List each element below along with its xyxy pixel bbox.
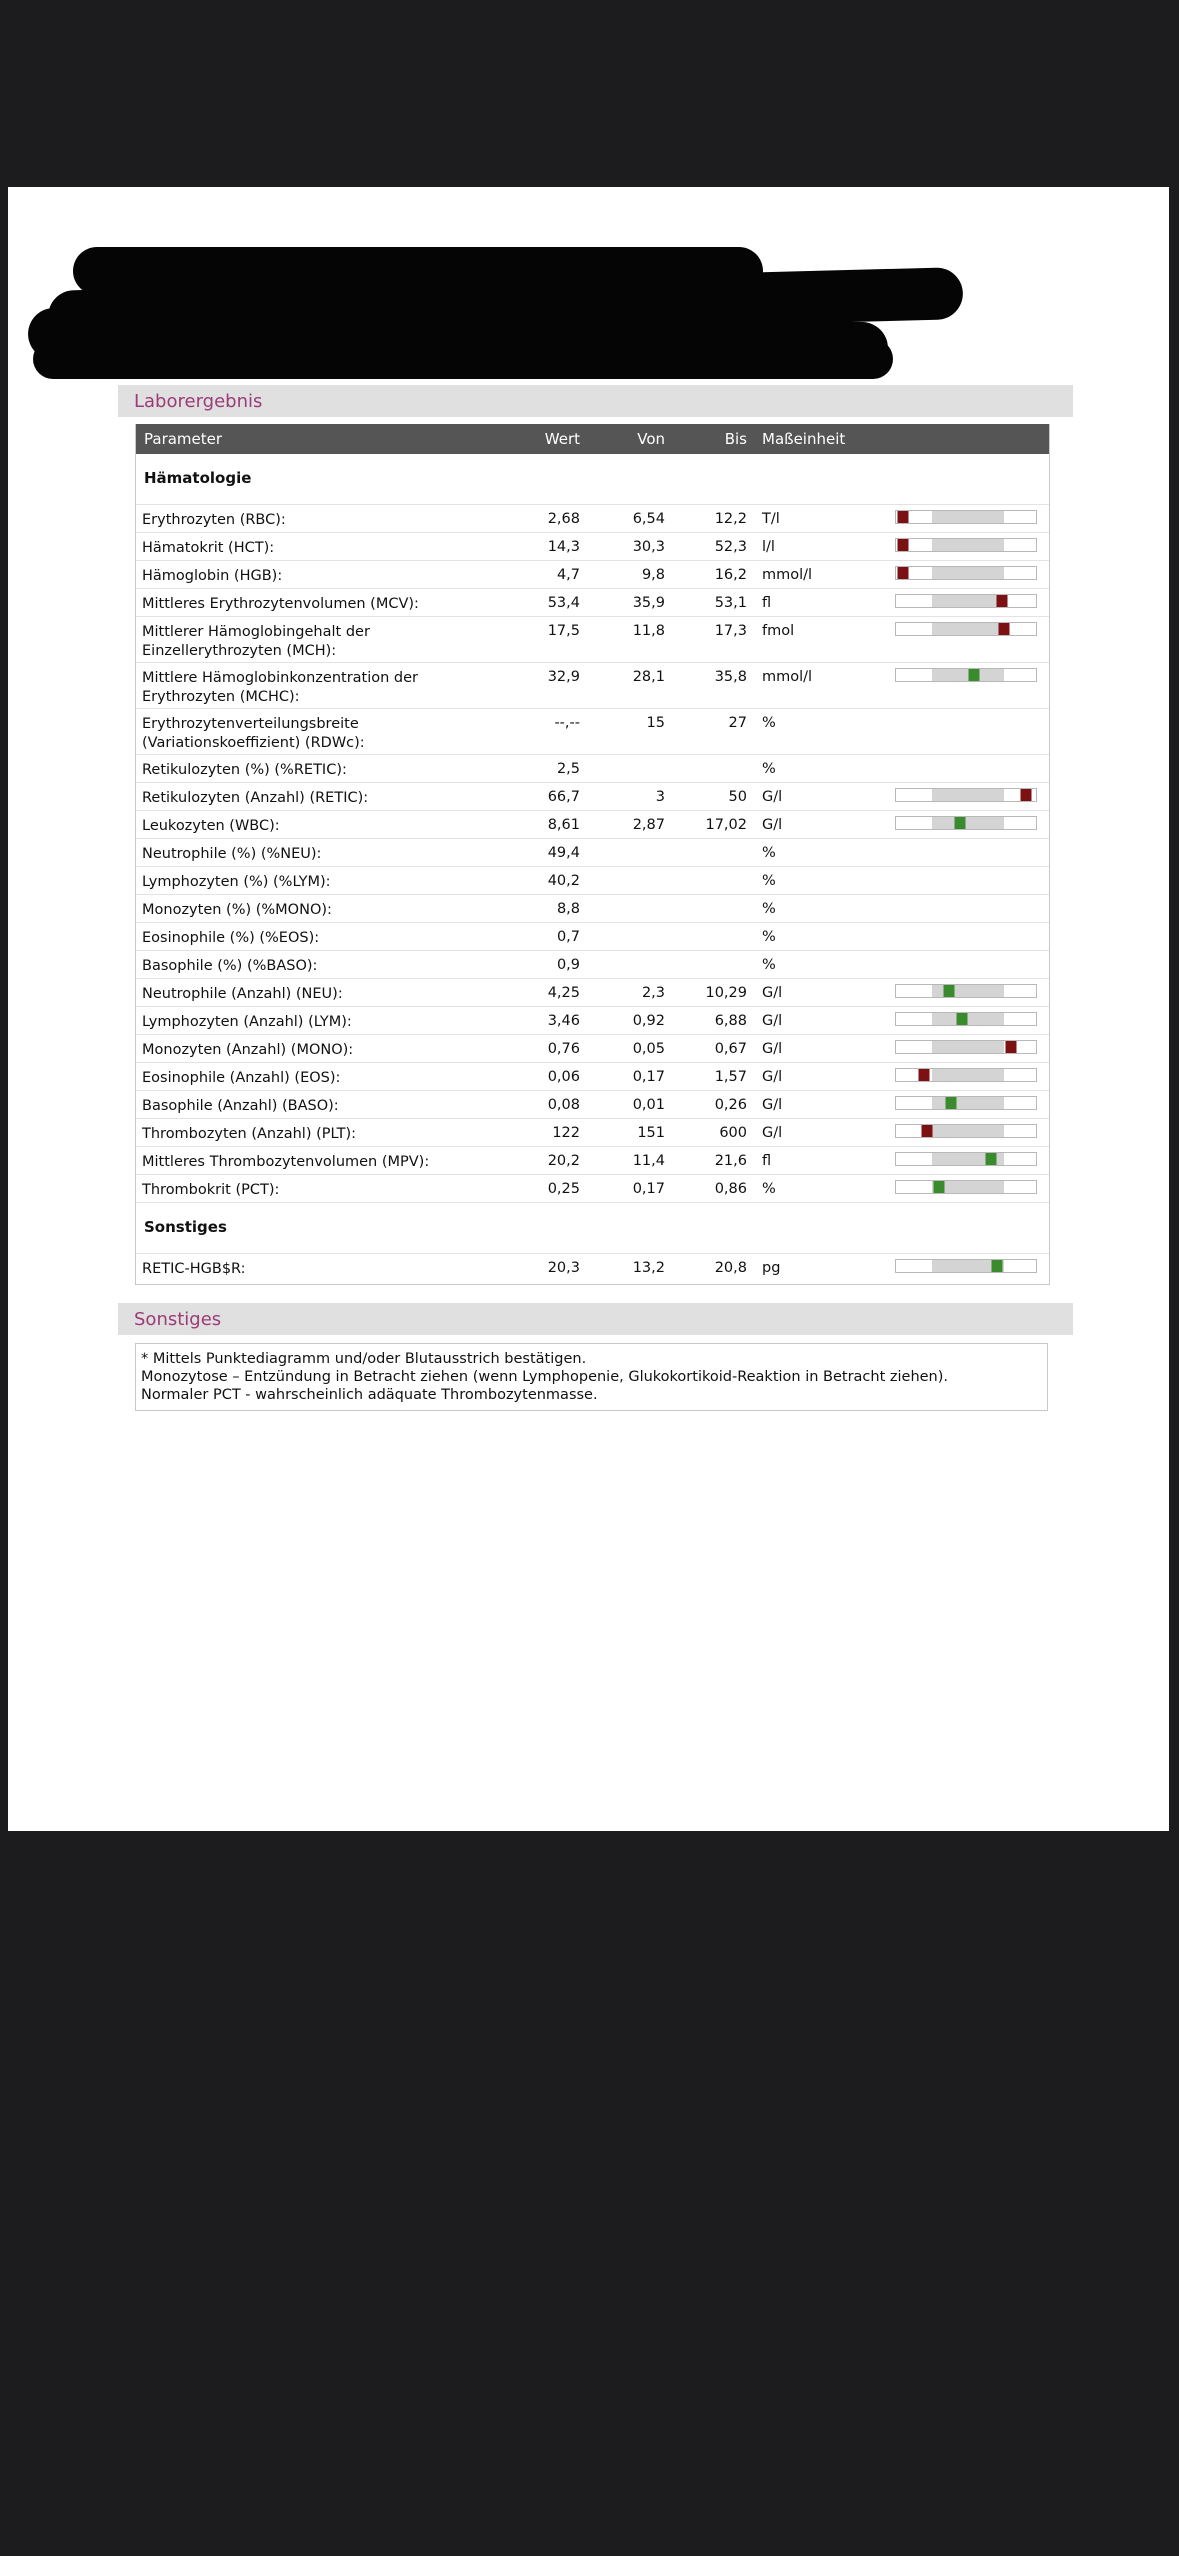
note-line: * Mittels Punktediagramm und/oder Blutausstrich bestätigen. xyxy=(141,1351,587,1367)
from-cell: 6,54 xyxy=(632,511,665,527)
column-header-to: Bis xyxy=(724,430,747,448)
from-cell: 2,87 xyxy=(632,817,665,833)
value-cell: 20,3 xyxy=(547,1260,580,1276)
table-row xyxy=(136,1253,1049,1281)
value-marker xyxy=(921,1125,932,1137)
table-row xyxy=(136,1034,1049,1062)
haematology-rows xyxy=(136,504,1049,1202)
unit-cell: % xyxy=(762,845,776,861)
value-cell: 17,5 xyxy=(547,623,580,639)
unit-cell: G/l xyxy=(762,1013,783,1029)
table-row xyxy=(136,560,1049,588)
unit-cell: G/l xyxy=(762,1069,783,1085)
unit-cell: G/l xyxy=(762,1125,783,1141)
table-row xyxy=(136,662,1049,708)
group-title: Hämatologie xyxy=(144,469,252,487)
table-row xyxy=(136,1062,1049,1090)
to-cell: 20,8 xyxy=(714,1260,747,1276)
note-line: Monozytose – Entzündung in Betracht ziehen (wenn Lymphopenie, Glukokortikoid-Reaktion in Betracht ziehen). xyxy=(141,1369,949,1385)
unit-cell: fl xyxy=(762,595,772,611)
unit-cell: fmol xyxy=(762,623,795,639)
value-marker xyxy=(898,567,909,579)
other-rows xyxy=(136,1253,1049,1281)
to-cell: 12,2 xyxy=(714,511,747,527)
value-cell: 49,4 xyxy=(547,845,580,861)
reference-range-band xyxy=(932,511,1004,523)
range-indicator xyxy=(895,1096,1037,1110)
value-marker xyxy=(944,985,955,997)
parameter-cell: Thrombokrit (PCT): xyxy=(142,1182,280,1198)
to-cell: 16,2 xyxy=(714,567,747,583)
to-cell: 50 xyxy=(728,789,747,805)
range-indicator xyxy=(895,1180,1037,1194)
from-cell: 0,05 xyxy=(632,1041,665,1057)
table-row xyxy=(136,838,1049,866)
table-row xyxy=(136,532,1049,560)
to-cell: 27 xyxy=(728,715,747,731)
to-cell: 0,86 xyxy=(714,1181,747,1197)
to-cell: 35,8 xyxy=(714,669,747,685)
column-header-from: Von xyxy=(637,430,665,448)
to-cell: 0,26 xyxy=(714,1097,747,1113)
value-cell: 122 xyxy=(552,1125,580,1141)
table-row xyxy=(136,950,1049,978)
parameter-cell: Erythrozyten (RBC): xyxy=(142,512,286,528)
group-title: Sonstiges xyxy=(144,1218,227,1236)
notes-box xyxy=(135,1343,1048,1411)
parameter-cell: Eosinophile (%) (%EOS): xyxy=(142,930,320,946)
table-row xyxy=(136,894,1049,922)
parameter-cell: Monozyten (Anzahl) (MONO): xyxy=(142,1042,354,1058)
value-marker xyxy=(998,623,1009,635)
table-header xyxy=(136,424,1049,454)
parameter-cell: Hämatokrit (HCT): xyxy=(142,540,275,556)
value-cell: 53,4 xyxy=(547,595,580,611)
value-cell: 0,7 xyxy=(556,929,580,945)
reference-range-band xyxy=(932,539,1004,551)
value-marker xyxy=(991,1260,1002,1272)
parameter-cell: Mittlere Hämoglobinkonzentration der Erythrozyten (MCHC): xyxy=(142,670,419,705)
range-indicator xyxy=(895,816,1037,830)
parameter-cell: Monozyten (%) (%MONO): xyxy=(142,902,332,918)
value-marker xyxy=(1021,789,1032,801)
value-marker xyxy=(898,539,909,551)
notes-title: Sonstiges xyxy=(134,1309,222,1330)
from-cell: 11,8 xyxy=(632,623,665,639)
value-marker xyxy=(956,1013,967,1025)
parameter-cell: Retikulozyten (%) (%RETIC): xyxy=(142,762,347,778)
redaction-mark xyxy=(58,332,548,366)
table-row xyxy=(136,782,1049,810)
from-cell: 11,4 xyxy=(632,1153,665,1169)
range-indicator xyxy=(895,984,1037,998)
to-cell: 6,88 xyxy=(714,1013,747,1029)
unit-cell: pg xyxy=(762,1260,781,1276)
to-cell: 600 xyxy=(719,1125,747,1141)
to-cell: 17,3 xyxy=(714,623,747,639)
lab-result-section-header xyxy=(118,385,1073,417)
from-cell: 15 xyxy=(646,715,665,731)
from-cell: 3 xyxy=(655,789,665,805)
unit-cell: l/l xyxy=(762,539,775,555)
value-cell: 4,7 xyxy=(556,567,580,583)
column-header-unit: Maßeinheit xyxy=(762,430,846,448)
to-cell: 0,67 xyxy=(714,1041,747,1057)
unit-cell: % xyxy=(762,715,776,731)
range-indicator xyxy=(895,788,1037,802)
range-indicator xyxy=(895,538,1037,552)
value-cell: --,-- xyxy=(554,715,580,731)
unit-cell: G/l xyxy=(762,1041,783,1057)
parameter-cell: Basophile (%) (%BASO): xyxy=(142,958,318,974)
parameter-cell: Mittleres Erythrozytenvolumen (MCV): xyxy=(142,596,419,612)
from-cell: 9,8 xyxy=(641,567,665,583)
group-haematology xyxy=(136,454,1049,504)
value-cell: 66,7 xyxy=(547,789,580,805)
value-marker xyxy=(1005,1041,1016,1053)
to-cell: 52,3 xyxy=(714,539,747,555)
to-cell: 17,02 xyxy=(705,817,747,833)
reference-range-band xyxy=(932,1069,1004,1081)
from-cell: 35,9 xyxy=(632,595,665,611)
reference-range-band xyxy=(932,595,1004,607)
parameter-cell: RETIC-HGB$R: xyxy=(142,1261,246,1277)
range-indicator xyxy=(895,566,1037,580)
value-cell: 2,68 xyxy=(547,511,580,527)
value-cell: 2,5 xyxy=(556,761,580,777)
notes-section-header xyxy=(118,1303,1073,1335)
from-cell: 151 xyxy=(637,1125,665,1141)
parameter-cell: Neutrophile (%) (%NEU): xyxy=(142,846,322,862)
from-cell: 0,01 xyxy=(632,1097,665,1113)
value-cell: 0,9 xyxy=(556,957,580,973)
range-indicator xyxy=(895,1068,1037,1082)
table-row xyxy=(136,616,1049,662)
value-cell: 40,2 xyxy=(547,873,580,889)
value-marker xyxy=(898,511,909,523)
report-page xyxy=(8,187,1169,1831)
value-marker xyxy=(919,1069,930,1081)
value-marker xyxy=(955,817,966,829)
value-cell: 8,8 xyxy=(556,901,580,917)
value-marker xyxy=(986,1153,997,1165)
range-indicator xyxy=(895,1259,1037,1273)
value-cell: 0,06 xyxy=(547,1069,580,1085)
from-cell: 0,92 xyxy=(632,1013,665,1029)
lab-results-table xyxy=(135,424,1050,1285)
parameter-cell: Mittleres Thrombozytenvolumen (MPV): xyxy=(142,1154,430,1170)
unit-cell: % xyxy=(762,761,776,777)
unit-cell: % xyxy=(762,957,776,973)
reference-range-band xyxy=(932,1013,1004,1025)
reference-range-band xyxy=(932,1125,1004,1137)
from-cell: 0,17 xyxy=(632,1181,665,1197)
value-cell: 4,25 xyxy=(547,985,580,1001)
from-cell: 2,3 xyxy=(641,985,665,1001)
range-indicator xyxy=(895,510,1037,524)
parameter-cell: Lymphozyten (Anzahl) (LYM): xyxy=(142,1014,352,1030)
value-cell: 0,76 xyxy=(547,1041,580,1057)
parameter-cell: Retikulozyten (Anzahl) (RETIC): xyxy=(142,790,369,806)
parameter-cell: Lymphozyten (%) (%LYM): xyxy=(142,874,331,890)
reference-range-band xyxy=(932,1097,1004,1109)
range-indicator xyxy=(895,1012,1037,1026)
from-cell: 13,2 xyxy=(632,1260,665,1276)
range-indicator xyxy=(895,1124,1037,1138)
value-marker xyxy=(997,595,1008,607)
range-indicator xyxy=(895,1040,1037,1054)
parameter-cell: Erythrozytenverteilungsbreite (Variationskoeffizient) (RDWc): xyxy=(142,716,365,751)
value-cell: 32,9 xyxy=(547,669,580,685)
parameter-cell: Thrombozyten (Anzahl) (PLT): xyxy=(142,1126,356,1142)
to-cell: 1,57 xyxy=(714,1069,747,1085)
table-row xyxy=(136,810,1049,838)
table-row xyxy=(136,1146,1049,1174)
parameter-cell: Mittlerer Hämoglobingehalt der Einzellerythrozyten (MCH): xyxy=(142,624,370,659)
unit-cell: fl xyxy=(762,1153,772,1169)
to-cell: 53,1 xyxy=(714,595,747,611)
unit-cell: % xyxy=(762,901,776,917)
reference-range-band xyxy=(932,817,1004,829)
from-cell: 30,3 xyxy=(632,539,665,555)
unit-cell: mmol/l xyxy=(762,669,813,685)
table-row xyxy=(136,1090,1049,1118)
unit-cell: % xyxy=(762,1181,776,1197)
value-marker xyxy=(934,1181,945,1193)
from-cell: 0,17 xyxy=(632,1069,665,1085)
parameter-cell: Basophile (Anzahl) (BASO): xyxy=(142,1098,339,1114)
reference-range-band xyxy=(932,1041,1004,1053)
from-cell: 28,1 xyxy=(632,669,665,685)
table-row xyxy=(136,588,1049,616)
table-row xyxy=(136,754,1049,782)
value-marker xyxy=(969,669,980,681)
table-row xyxy=(136,866,1049,894)
note-line: Normaler PCT - wahrscheinlich adäquate Thrombozytenmasse. xyxy=(141,1387,598,1403)
value-cell: 8,61 xyxy=(547,817,580,833)
table-row xyxy=(136,1118,1049,1146)
parameter-cell: Neutrophile (Anzahl) (NEU): xyxy=(142,986,343,1002)
value-cell: 14,3 xyxy=(547,539,580,555)
parameter-cell: Leukozyten (WBC): xyxy=(142,818,280,834)
range-indicator xyxy=(895,668,1037,682)
table-row xyxy=(136,504,1049,532)
unit-cell: T/l xyxy=(762,511,780,527)
table-row xyxy=(136,1006,1049,1034)
parameter-cell: Hämoglobin (HGB): xyxy=(142,568,283,584)
column-header-value: Wert xyxy=(544,430,580,448)
unit-cell: % xyxy=(762,873,776,889)
group-other xyxy=(136,1202,1049,1253)
value-cell: 0,25 xyxy=(547,1181,580,1197)
value-cell: 20,2 xyxy=(547,1153,580,1169)
to-cell: 10,29 xyxy=(705,985,747,1001)
table-row xyxy=(136,708,1049,754)
value-marker xyxy=(945,1097,956,1109)
lab-result-title: Laborergebnis xyxy=(134,391,263,412)
unit-cell: mmol/l xyxy=(762,567,813,583)
table-row xyxy=(136,922,1049,950)
unit-cell: G/l xyxy=(762,817,783,833)
table-row xyxy=(136,978,1049,1006)
reference-range-band xyxy=(932,789,1004,801)
column-header-parameter: Parameter xyxy=(144,430,223,448)
unit-cell: G/l xyxy=(762,789,783,805)
range-indicator xyxy=(895,594,1037,608)
to-cell: 21,6 xyxy=(714,1153,747,1169)
reference-range-band xyxy=(932,623,1004,635)
parameter-cell: Eosinophile (Anzahl) (EOS): xyxy=(142,1070,341,1086)
unit-cell: % xyxy=(762,929,776,945)
value-cell: 3,46 xyxy=(547,1013,580,1029)
unit-cell: G/l xyxy=(762,985,783,1001)
range-indicator xyxy=(895,1152,1037,1166)
table-row xyxy=(136,1174,1049,1202)
unit-cell: G/l xyxy=(762,1097,783,1113)
value-cell: 0,08 xyxy=(547,1097,580,1113)
reference-range-band xyxy=(932,567,1004,579)
range-indicator xyxy=(895,622,1037,636)
